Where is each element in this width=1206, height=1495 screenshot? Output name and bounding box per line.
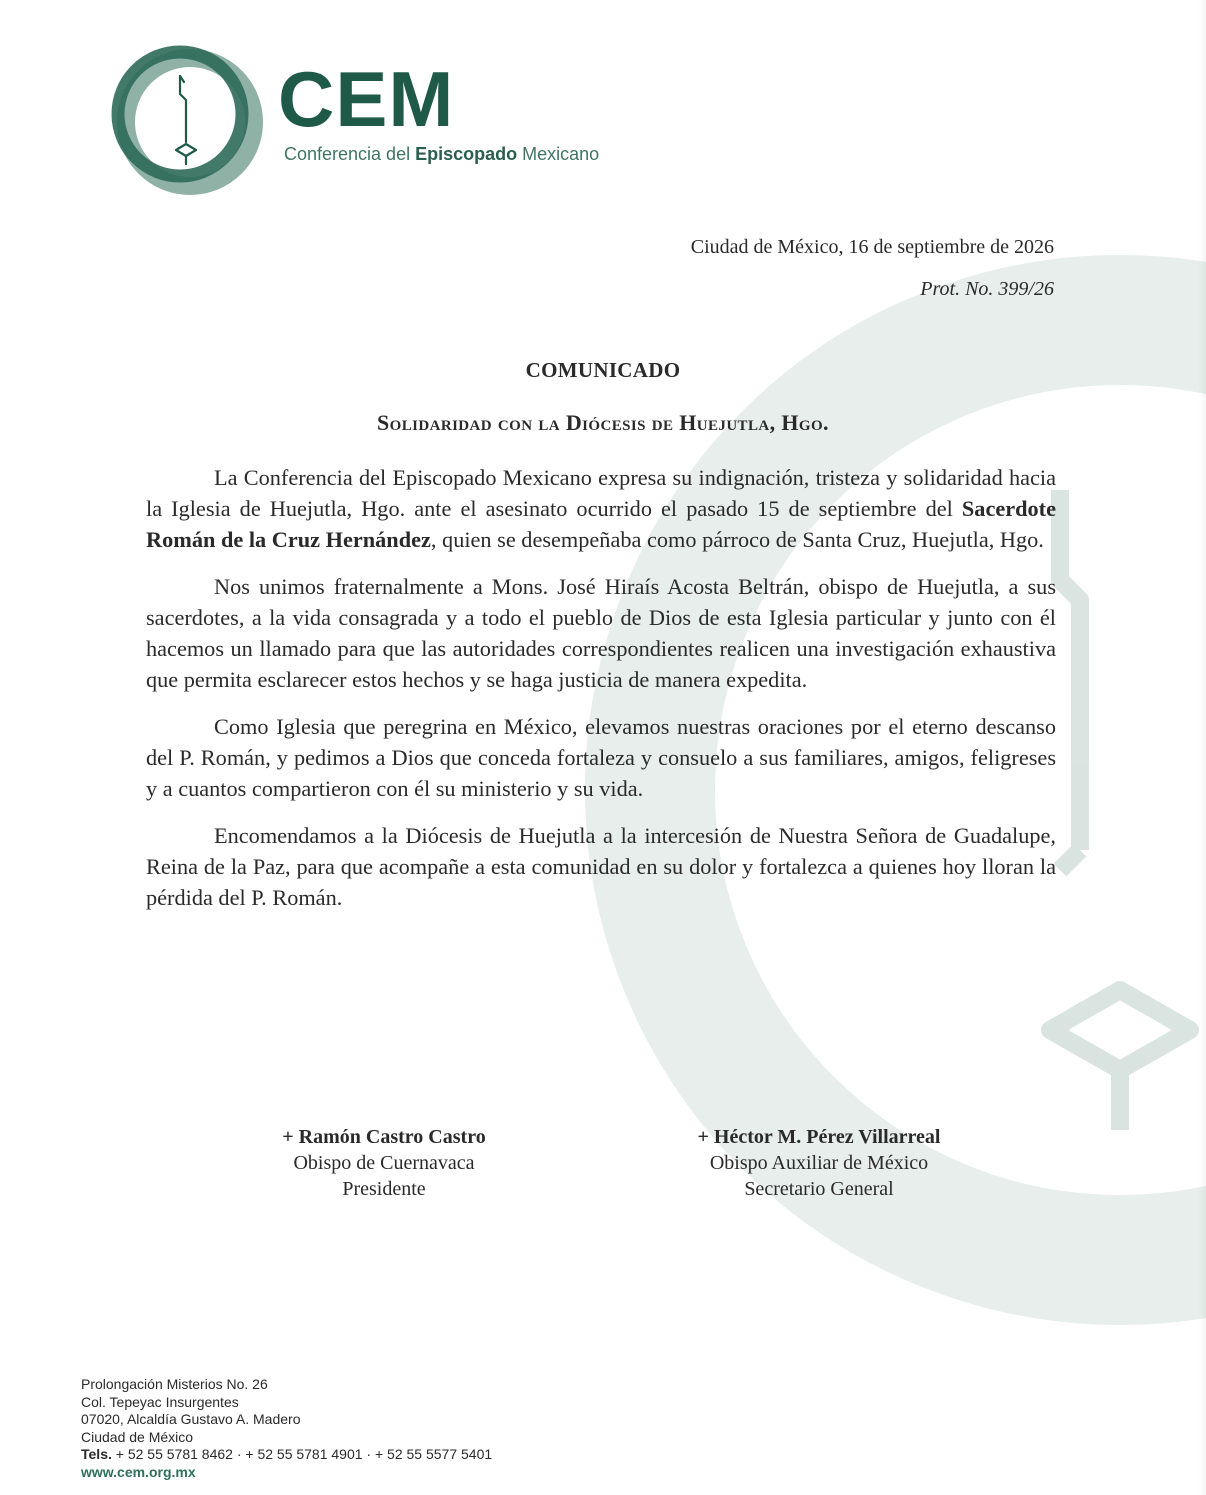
phone-line bbox=[81, 1446, 492, 1464]
protocol-number: Prot. No. 399/26 bbox=[920, 278, 1054, 300]
signer-position: Presidente bbox=[342, 1178, 426, 1200]
logo-name-suffix: Mexicano bbox=[517, 144, 600, 164]
paragraph-2: Nos unimos fraternalmente a Mons. José Hiraís Acosta Beltrán, obispo de Huejutla, a sus sacerdotes, a la vida consagrada y a todo el pueblo de Dios de esta Iglesia particular y junto con él hacemos un llamado para que las autoridades correspondientes realicen una investigación exhaustiva que permita esclarecer estos hechos y se haga justicia de manera expedita. bbox=[146, 574, 1056, 692]
cem-logo bbox=[110, 42, 670, 202]
address-line: 07020, Alcaldía Gustavo A. Madero bbox=[81, 1411, 301, 1427]
logo-acronym: CEM bbox=[278, 55, 455, 143]
document-title: Solidaridad con la Diócesis de Huejutla, Hgo. bbox=[377, 410, 829, 435]
paragraph-1-start: La Conferencia del Episcopado Mexicano expresa su indignación, tristeza y solidaridad hacia la Iglesia de Huejutla, Hgo. ante el asesinato ocurrido el pasado 15 de septiembre del bbox=[146, 465, 1056, 521]
signer-name: + Héctor M. Pérez Villarreal bbox=[697, 1126, 941, 1148]
logo-organization-name bbox=[284, 144, 599, 165]
logo-name-bold: Episcopado bbox=[415, 144, 518, 164]
signer-role: Obispo de Cuernavaca bbox=[293, 1152, 475, 1174]
paragraph-1 bbox=[146, 462, 1056, 555]
phone-numbers: + 52 55 5781 8462 · + 52 55 5781 4901 · + 52 55 5577 5401 bbox=[111, 1446, 493, 1462]
website-link[interactable]: www.cem.org.mx bbox=[81, 1463, 196, 1480]
address-line: Col. Tepeyac Insurgentes bbox=[81, 1393, 239, 1410]
document-date: Ciudad de México, 16 de septiembre de 2026 bbox=[690, 236, 1054, 258]
cem-emblem-icon bbox=[110, 42, 270, 202]
paragraph-1-end: , quien se desempeñaba como párroco de Santa Cruz, Huejutla, Hgo. bbox=[430, 527, 1044, 552]
phone-label: Tels. bbox=[81, 1446, 112, 1462]
priest-name: Sacerdote Román de la Cruz Hernández bbox=[146, 496, 1056, 552]
signer-position: Secretario General bbox=[744, 1178, 894, 1200]
address-line: Prolongación Misterios No. 26 bbox=[81, 1376, 268, 1392]
signature-block-president bbox=[234, 1124, 534, 1202]
paragraph-3: Como Iglesia que peregrina en México, elevamos nuestras oraciones por el eterno descanso del P. Román, y pedimos a Dios que conceda fortaleza y consuelo a sus familiares, amigos, feligreses y a cuantos compartieron con él su ministerio y su vida. bbox=[146, 714, 1056, 801]
signer-name: + Ramón Castro Castro bbox=[282, 1126, 486, 1148]
signature-block-secretary bbox=[650, 1124, 988, 1202]
document-type-heading: COMUNICADO bbox=[525, 358, 681, 382]
address-line: Ciudad de México bbox=[81, 1428, 194, 1445]
paragraph-4: Encomendamos a la Diócesis de Huejutla a la intercesión de Nuestra Señora de Guadalupe, Reina de la Paz, para que acompañe a esta comunidad en su dolor y fortalezca a quienes hoy lloran la pérdida del P. Román. bbox=[146, 823, 1056, 910]
document-body bbox=[146, 462, 1056, 929]
signer-role: Obispo Auxiliar de México bbox=[709, 1152, 929, 1174]
logo-name-prefix: Conferencia del bbox=[284, 144, 416, 164]
footer-contact bbox=[81, 1376, 492, 1481]
